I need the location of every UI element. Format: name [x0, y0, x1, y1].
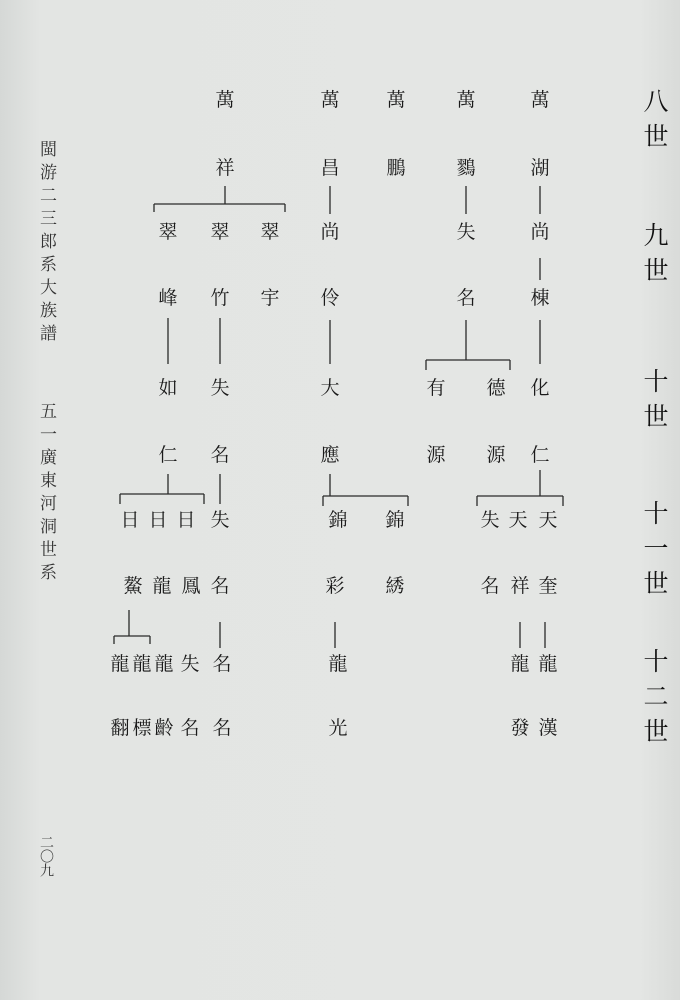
tree-char: 萬	[530, 89, 550, 111]
tree-char: 應	[320, 444, 340, 466]
tree-char: 名	[210, 444, 230, 466]
tree-char: 失	[180, 653, 200, 675]
tree-char: 龍	[510, 653, 530, 675]
tree-char: 翻	[110, 717, 130, 739]
generation-label-10: 十世	[640, 368, 669, 438]
tree-char: 名	[480, 575, 500, 597]
tree-char: 仁	[530, 444, 550, 466]
tree-char: 齡	[154, 717, 174, 739]
tree-char: 翠	[260, 221, 280, 243]
tree-char: 龍	[132, 653, 152, 675]
tree-char: 鰲	[123, 575, 143, 597]
tree-char: 綉	[385, 575, 405, 597]
tree-char: 漢	[538, 717, 558, 739]
tree-char: 昌	[320, 157, 340, 179]
tree-char: 祥	[215, 157, 235, 179]
tree-char: 失	[480, 509, 500, 531]
tree-char: 翠	[210, 221, 230, 243]
tree-char: 萬	[456, 89, 476, 111]
tree-char: 名	[180, 717, 200, 739]
tree-char: 失	[210, 377, 230, 399]
tree-char: 龍	[110, 653, 130, 675]
tree-char: 伶	[320, 287, 340, 309]
tree-char: 發	[510, 717, 530, 739]
generation-label-8: 八世	[640, 88, 669, 158]
tree-char: 龍	[538, 653, 558, 675]
tree-char: 名	[212, 717, 232, 739]
tree-char: 標	[132, 717, 152, 739]
tree-char: 鷚	[456, 157, 476, 179]
tree-char: 錦	[328, 509, 348, 531]
page-number: 二〇九	[38, 835, 54, 877]
tree-char: 仁	[158, 444, 178, 466]
tree-char: 日	[148, 509, 168, 531]
tree-char: 失	[210, 509, 230, 531]
tree-char: 日	[176, 509, 196, 531]
tree-char: 有	[426, 377, 446, 399]
side-subtitle: 五一廣東河洞世系	[36, 402, 56, 586]
tree-char: 源	[426, 444, 446, 466]
tree-char: 光	[328, 717, 348, 739]
tree-char: 源	[486, 444, 506, 466]
tree-char: 德	[486, 377, 506, 399]
tree-char: 萬	[215, 89, 235, 111]
tree-char: 化	[530, 377, 550, 399]
tree-char: 龍	[328, 653, 348, 675]
tree-char: 名	[456, 287, 476, 309]
side-title: 閩游二三郎系大族譜	[36, 140, 56, 347]
tree-char: 名	[212, 653, 232, 675]
tree-char: 鳳	[181, 575, 201, 597]
tree-char: 如	[158, 377, 178, 399]
tree-char: 天	[508, 509, 528, 531]
tree-char: 峰	[158, 287, 178, 309]
tree-char: 天	[538, 509, 558, 531]
generation-label-9: 九世	[640, 222, 669, 292]
tree-char: 大	[320, 377, 340, 399]
generation-label-12: 十二世	[640, 648, 669, 753]
tree-char: 日	[120, 509, 140, 531]
tree-char: 棟	[530, 287, 550, 309]
tree-char: 翠	[158, 221, 178, 243]
tree-char: 名	[210, 575, 230, 597]
tree-char: 彩	[325, 575, 345, 597]
tree-char: 尚	[530, 221, 550, 243]
tree-char: 龍	[152, 575, 172, 597]
tree-char: 萬	[386, 89, 406, 111]
tree-char: 尚	[320, 221, 340, 243]
tree-char: 宇	[260, 287, 280, 309]
tree-char: 萬	[320, 89, 340, 111]
tree-char: 失	[456, 221, 476, 243]
tree-char: 竹	[210, 287, 230, 309]
tree-char: 鵬	[386, 157, 406, 179]
generation-label-11: 十一世	[640, 500, 669, 605]
tree-char: 祥	[510, 575, 530, 597]
tree-char: 龍	[154, 653, 174, 675]
tree-char: 錦	[385, 509, 405, 531]
tree-char: 奎	[538, 575, 558, 597]
tree-char: 湖	[530, 157, 550, 179]
